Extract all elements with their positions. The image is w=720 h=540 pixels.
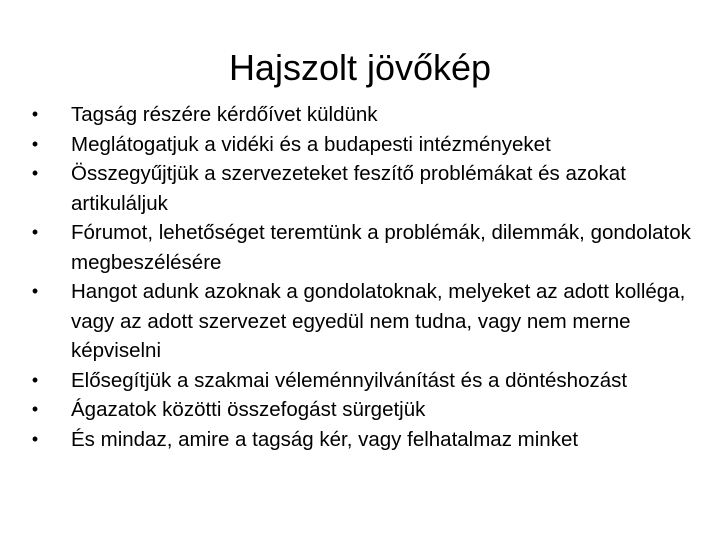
bullet-icon: • [31, 281, 39, 301]
bullet-item [24, 159, 694, 218]
bullet-icon: • [31, 369, 39, 390]
bullet-icon: • [31, 399, 39, 419]
bullet-icon: • [31, 163, 39, 183]
bullet-text: Fórumot, lehetőséget teremtünk a problémák, dilemmák, gondolatok megbeszélésére [71, 221, 691, 274]
bullet-text: És mindaz, amire a tagság kér, vagy felhatalmaz minket [71, 427, 579, 451]
bullet-icon: • [31, 133, 39, 154]
bullet-icon: • [31, 428, 39, 449]
bullet-text: Tagság részére kérdőívet küldünk [71, 103, 378, 126]
bullet-item [24, 425, 694, 455]
bullet-text: Elősegítjük a szakmai véleménnyilvánítást és a döntéshozást [71, 368, 628, 392]
bullet-text: Ágazatok közötti összefogást sürgetjük [71, 398, 426, 421]
bullet-item [24, 366, 694, 396]
bullet-item [24, 130, 694, 160]
bullet-item [24, 218, 694, 277]
bullet-list [24, 100, 694, 454]
bullet-item [24, 277, 694, 366]
bullet-item [24, 395, 694, 425]
bullet-icon: • [31, 104, 39, 124]
bullet-text: Hangot adunk azoknak a gondolatoknak, melyeket az adott kolléga, vagy az adott szervezet egyedül nem tudna, vagy nem merne képviselni [71, 280, 686, 362]
bullet-text: Meglátogatjuk a vidéki és a budapesti intézményeket [71, 132, 551, 156]
bullet-icon: • [31, 222, 39, 242]
slide-title: Hajszolt jövőkép [228, 47, 492, 88]
bullet-text: Összegyűjtjük a szervezeteket feszítő problémákat és azokat artikuláljuk [71, 162, 626, 215]
bullet-item [24, 100, 694, 130]
